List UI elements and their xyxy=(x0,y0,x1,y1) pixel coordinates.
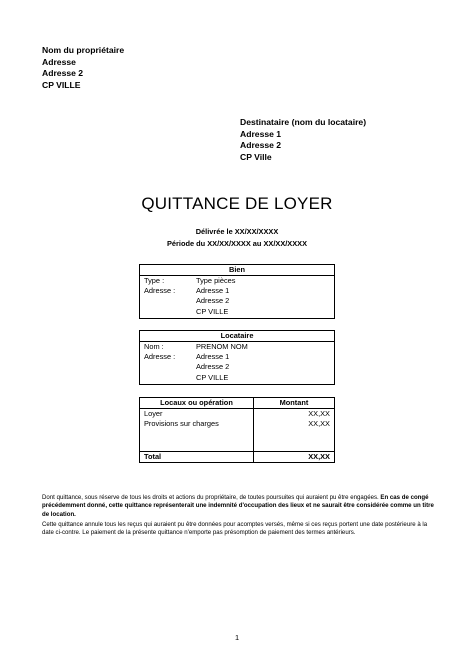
tenant-empty-label xyxy=(140,362,197,372)
owner-address-line-1: Adresse xyxy=(42,56,76,67)
recipient-address-line-1: Adresse 1 xyxy=(240,128,282,139)
operations-column-header: Locaux ou opération xyxy=(140,398,254,409)
table-row xyxy=(140,307,335,319)
table-row xyxy=(140,296,335,306)
table-row xyxy=(140,419,335,429)
property-empty-label xyxy=(140,296,197,306)
table-row xyxy=(140,286,335,296)
tenant-address-label: Adresse : xyxy=(140,352,197,362)
empty-cell xyxy=(140,429,254,452)
delivery-date: Délivrée le XX/XX/XXXX xyxy=(195,227,279,236)
tenant-name-value: PRENOM NOM xyxy=(196,342,335,353)
property-table-header: Bien xyxy=(140,265,335,276)
property-table xyxy=(139,264,335,319)
table-row xyxy=(140,429,335,452)
rental-period: Période du XX/XX/XXXX au XX/XX/XXXX xyxy=(166,238,308,248)
total-label: Total xyxy=(140,452,254,463)
recipient-name: Destinataire (nom du locataire) xyxy=(240,117,367,127)
property-address-line-2: Adresse 2 xyxy=(196,296,335,306)
property-type-value: Type pièces xyxy=(196,276,335,287)
owner-address-block xyxy=(42,45,124,91)
tenant-table xyxy=(139,330,335,385)
charges-amount: XX,XX xyxy=(254,419,335,429)
amount-column-header: Montant xyxy=(254,398,335,409)
receipt-dates xyxy=(0,226,474,249)
tenant-empty-label xyxy=(140,373,197,385)
empty-cell xyxy=(254,429,335,452)
table-row xyxy=(140,362,335,372)
recipient-address-line-2: Adresse 2 xyxy=(240,140,282,151)
notice-reservation-text: Dont quittance, sous réserve de tous les droits et actions du propriétaire, de toutes poursuites qui auraient pu être engagées. xyxy=(42,494,381,501)
property-type-label: Type : xyxy=(140,276,197,287)
tenant-address-line-2: Adresse 2 xyxy=(196,362,335,372)
table-row xyxy=(140,352,335,362)
total-amount: XX,XX xyxy=(254,452,335,463)
notice-paragraph-1 xyxy=(42,494,434,519)
recipient-address-block xyxy=(240,117,366,163)
table-row xyxy=(140,373,335,385)
property-city: CP VILLE xyxy=(196,307,335,319)
property-address-label: Adresse : xyxy=(140,286,197,296)
table-row xyxy=(140,409,335,420)
property-empty-label xyxy=(140,307,197,319)
document-title: QUITTANCE DE LOYER xyxy=(141,194,333,213)
notice-notice-warning: En cas de congé précédemment donné, cette quittance représenterait une indemnité d'occupation des lieux et ne saurait être considérée comme un titre de location. xyxy=(42,494,434,518)
operations-table xyxy=(139,397,335,463)
table-row xyxy=(140,276,335,287)
tenant-table-header: Locataire xyxy=(140,331,335,342)
property-address-line-1: Adresse 1 xyxy=(196,286,335,296)
charges-label: Provisions sur charges xyxy=(140,419,254,429)
tenant-address-line-1: Adresse 1 xyxy=(196,352,335,362)
recipient-city: CP Ville xyxy=(240,151,272,162)
tenant-city: CP VILLE xyxy=(196,373,335,385)
table-row xyxy=(140,342,335,353)
page-number: 1 xyxy=(234,633,240,642)
notice-paragraph-2: Cette quittance annule tous les reçus qui auraient pu être données pour acomptes versés, même si ces reçus portent une date postérieure à la date ci-contre. Le paiement de la présente quittance n'emporte pas présomption de paiement des termes antérieurs. xyxy=(42,520,428,537)
owner-name: Nom du propriétaire xyxy=(42,45,125,55)
total-row xyxy=(140,452,335,463)
owner-address-line-2: Adresse 2 xyxy=(42,68,84,79)
rent-label: Loyer xyxy=(140,409,254,420)
legal-notice xyxy=(42,494,434,539)
owner-city: CP VILLE xyxy=(42,79,81,90)
tenant-name-label: Nom : xyxy=(140,342,197,353)
rent-amount: XX,XX xyxy=(254,409,335,420)
